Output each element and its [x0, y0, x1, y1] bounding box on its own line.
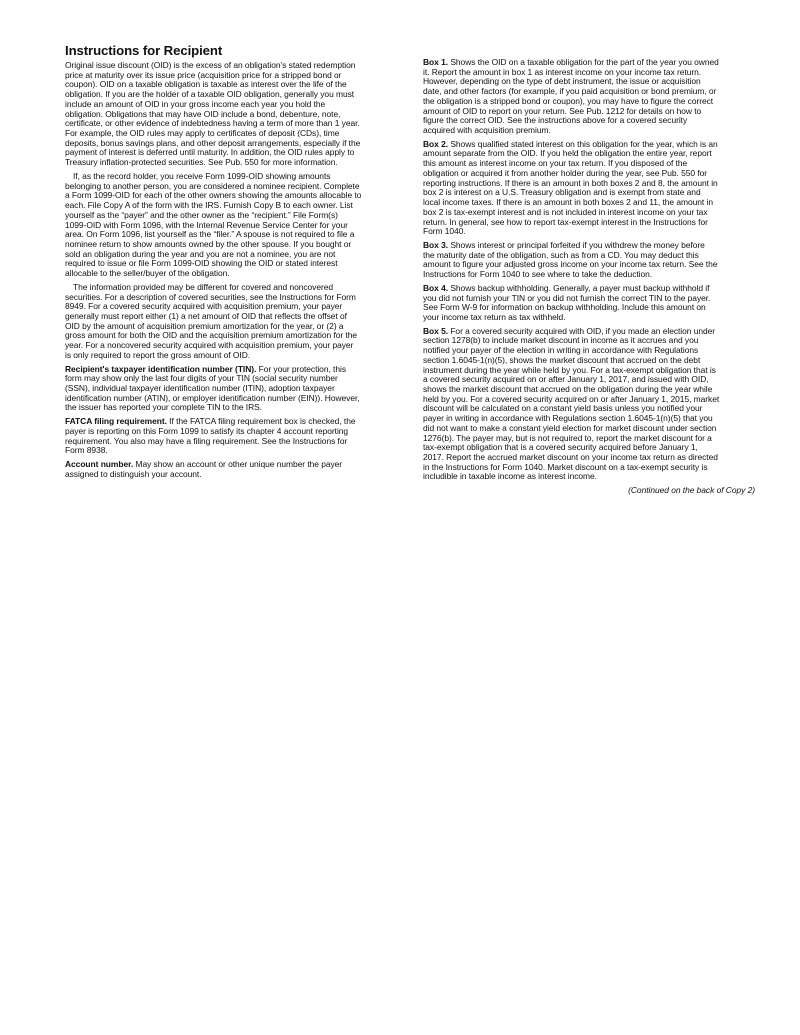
fatca-paragraph: FATCA filing requirement. If the FATCA filing requirement box is checked, the payer is reporting on this Form 1099 to satisfy its chapter 4 account reporting requirement. You also may have a filing requirement. See the Instructions for Form 8938.	[65, 416, 356, 456]
continued-note: (Continued on the back of Copy 2)	[628, 485, 755, 496]
covered-securities-paragraph: The information provided may be different for covered and noncovered securities. For a description of covered securities, see the Instructions for Form 8949. For a covered security acquired with acquisition premium, your payer generally must report either (1) a net amount of OID that reflects the offset of OID by the amount of acquisition premium amortization for the year, or (2) a gross amount for both the OID and the acquisition premium amortization for the year. For a noncovered security acquired with acquisition premium, your payer is only required to report the gross amount of OID.	[65, 281, 358, 360]
left-column	[65, 43, 405, 483]
box-5-paragraph: Box 5. For a covered security acquired with OID, if you made an election under section 1278(b) to include market discount in income as it accrues and you notified your payer of the election in writing in accordance with Regulations section 1.6045-1(n)(5), shows the market discount that accrued on the debt instrument during the year while held by you. For a tax-exempt obligation that is a covered security acquired on or after January 1, 2017, and issued with OID, shows the market discount that accrued on the obligation during the year while held by you. For a covered security acquired on or after January 1, 2015, market discount will be calculated on a constant yield basis unless you notified your payer in writing in accordance with Regulations section 1.6045-1(n)(5) that you did not want to make a constant yield election for market discount under section 1276(b). The payer may, but is not required to, report the market discount for a tax-exempt obligation that is a covered security acquired before January 1, 2017. Report the accrued market discount on your income tax return as directed in the Instructions for Form 1040. Market discount on a tax-exempt security is includible in taxable income as interest income.	[423, 325, 720, 482]
box-2-heading: Box 2.	[423, 138, 449, 149]
box-4-paragraph: Box 4. Shows backup withholding. Generally, a payer must backup withhold if you did not furnish your TIN or you did not furnish the correct TIN to the payer. See Form W-9 for information on backup withholding. Include this amount on your income tax return as tax withheld.	[423, 282, 711, 322]
account-number-paragraph: Account number. May show an account or other unique number the payer assigned to distinguish your account.	[65, 459, 343, 479]
account-number-heading: Account number.	[65, 459, 134, 470]
intro-paragraph: Original issue discount (OID) is the excess of an obligation’s stated redemption price at maturity over its issue price (acquisition price for a stripped bond or coupon). OID on a taxable obligation is taxable as interest over the life of the obligation. If you are the holder of a taxable OID obligation, generally you must include an amount of OID in your gross income each year you hold the obligation. Obligations that may have OID include a bond, debenture, note, certificate, or other evidence of indebtedness having a term of more than 1 year. For example, the OID rules may apply to certificates of deposit (CDs), time deposits, bonus savings plans, and other deposit arrangements, especially if the payment of interest is deferred until maturity. In addition, the OID rules apply to Treasury inflation-protected securities. See Pub. 550 for more information.	[65, 60, 361, 168]
box-5-heading: Box 5.	[423, 325, 449, 336]
tin-paragraph: Recipient's taxpayer identification number (TIN). For your protection, this form may show only the last four digits of your TIN (social security number (SSN), individual taxpayer identification number (ITIN), adoption taxpayer identification number (ATIN), or employer identification number (EIN)). However, the issuer has reported your complete TIN to the IRS.	[65, 363, 360, 413]
box-1-heading: Box 1.	[423, 57, 449, 67]
nominee-paragraph: If, as the record holder, you receive Form 1099-OID showing amounts belonging to another person, you are considered a nominee recipient. Complete a Form 1099-OID for each of the other owners showing the amounts allocable to each. File Copy A of the form with the IRS. Furnish Copy B to each owner. List yourself as the “payer” and the other owner as the “recipient.” File Form(s) 1099-OID with Form 1096, with the Internal Revenue Service Center for your area. On Form 1096, list yourself as the “filer.” A spouse is not required to file a nominee return to show amounts owned by the other spouse. If you bought or sold an obligation during the year and you are not a nominee, you are not required to issue or file Form 1099-OID showing the OID or stated interest allocable to the seller/buyer of the obligation.	[65, 170, 362, 279]
box-3-paragraph: Box 3. Shows interest or principal forfeited if you withdrew the money before the maturity date of the obligation, such as from a CD. You may deduct this amount to figure your adjusted gross income on your income tax return. See the Instructions for Form 1040 to see where to take the deduction.	[423, 239, 718, 280]
fatca-heading: FATCA filing requirement.	[65, 416, 167, 427]
right-column	[423, 58, 763, 500]
box-2-paragraph: Box 2. Shows qualified stated interest on this obligation for the year, which is an amount separate from the OID. If you held the obligation the entire year, report this amount as interest income on your tax return. If you disposed of the obligation or acquired it from another holder during the year, see Pub. 550 for reporting instructions. If there is an amount in both boxes 2 and 8, the amount in box 2 is interest on a U.S. Treasury obligation and is exempt from state and local income taxes. If there is an amount in both boxes 2 and 11, the amount in box 2 is tax-exempt interest and is not included in interest income on your tax return. In general, see how to report tax-exempt interest in the Instructions for Form 1040.	[423, 138, 718, 237]
page-title: Instructions for Recipient	[65, 43, 223, 58]
box-3-heading: Box 3.	[423, 239, 449, 250]
box-1-paragraph: Box 1. Shows the OID on a taxable obligation for the part of the year you owned it. Report the amount in box 1 as interest income on your income tax return. However, depending on the type of debt instrument, the issue or acquisition date, and other factors (for example, if you paid acquisition or bond premium, or the obligation is a stripped bond or coupon), you may have to figure the correct amount of OID to report on your return. See Pub. 1212 for details on how to figure the correct OID. See the instructions above for a covered security acquired with acquisition premium.	[423, 57, 719, 136]
box-4-heading: Box 4.	[423, 282, 449, 293]
tin-heading: Recipient's taxpayer identification number (TIN).	[65, 363, 257, 374]
